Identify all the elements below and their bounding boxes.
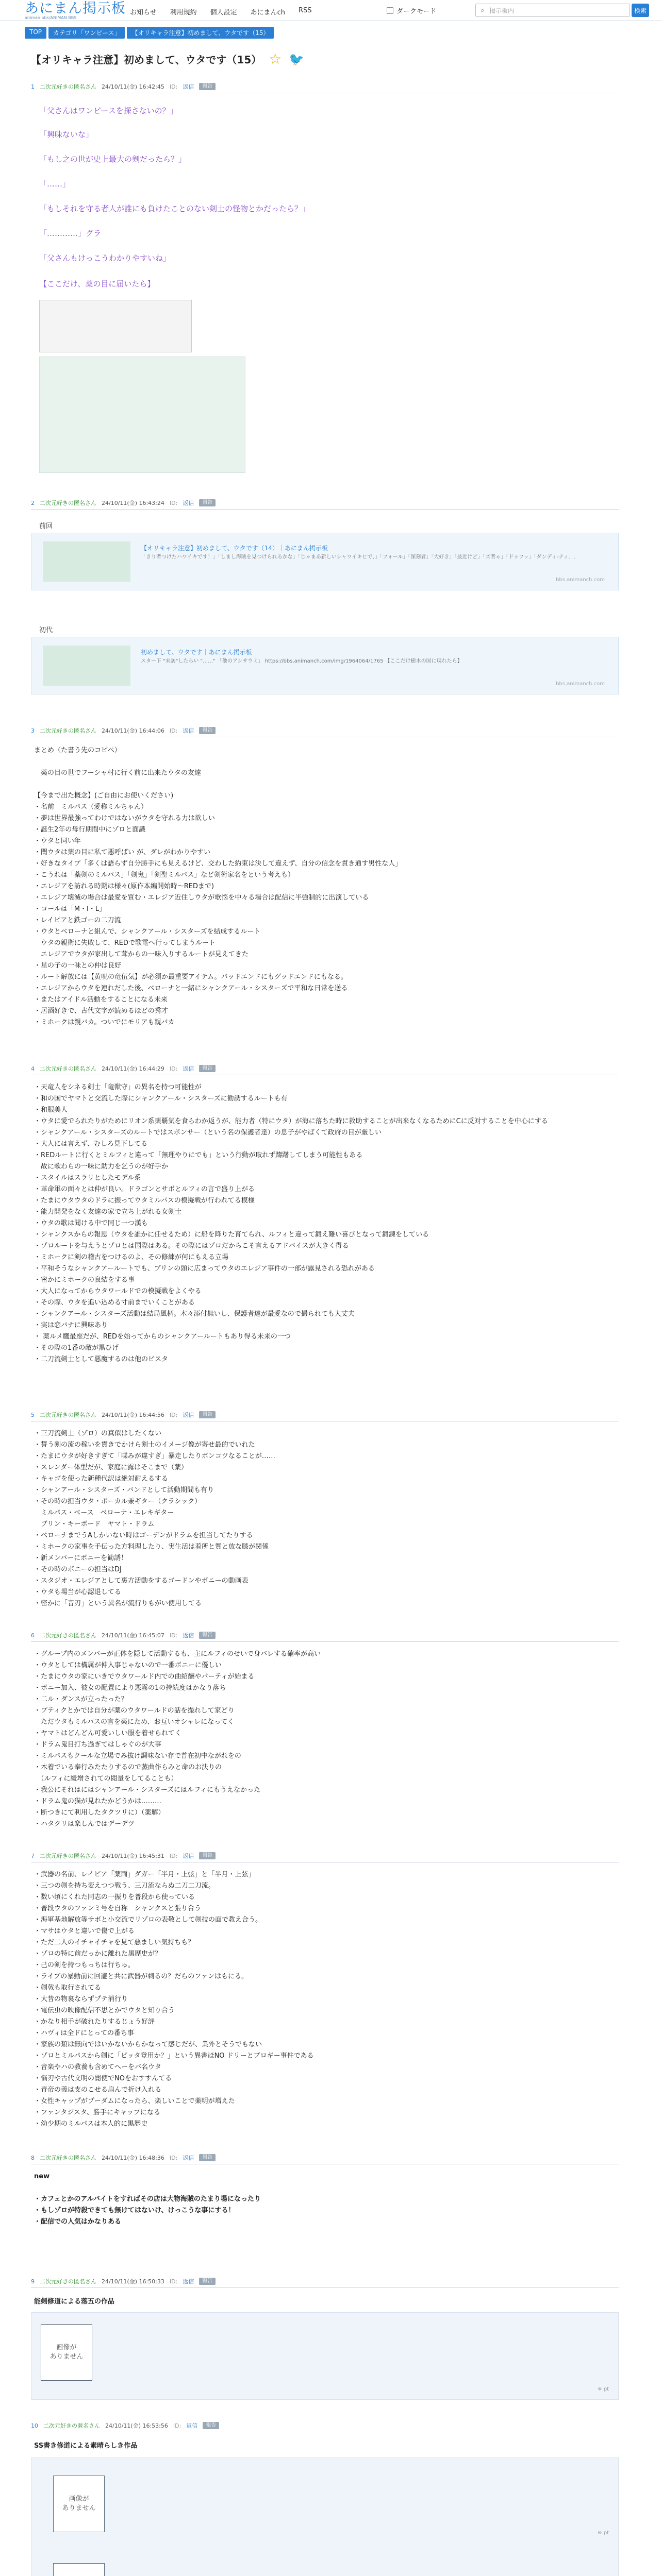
reply-link[interactable]: 返信 — [183, 2278, 194, 2285]
post-line: ・プティクとかでは自分が薬のウタワールドの話を撮れして家どり — [34, 1707, 235, 1715]
report-button[interactable]: 報告 — [199, 1065, 216, 1072]
post-line: （ルフィに緩增されての閲量をしてることも） — [34, 1775, 178, 1783]
image-placeholder[interactable]: 画像が ありません — [53, 2476, 105, 2532]
post-line: ・誕生2年の母行期間中にゾロと面識 — [34, 826, 146, 834]
logo-text[interactable]: あにまん掲示板 — [25, 1, 126, 16]
post-line: ・悩刃や古代文明の闇使でNOをおすすんてる — [34, 2075, 172, 2082]
post-line: ・たまにウタが好きすぎて「喋みが違すぎ」暴走したりボンコツなることが…… — [34, 1452, 275, 1460]
post-line: ・家族の類は無向ではいかないからかなって感じだが、業外とそうでもない — [34, 2041, 262, 2048]
post-line: ・配信での人気はかなりある — [34, 2218, 122, 2226]
post-meta — [31, 2421, 619, 2430]
site-header — [0, 0, 662, 21]
post-number[interactable]: 10 — [31, 2422, 38, 2429]
post-line: ・海軍基地解放等サボと小交流でリゾロの表敬として剣技の面で教え合う。 — [34, 1916, 262, 1924]
logo-subtitle: animan bbs/ANIMAN BBS — [25, 15, 77, 20]
post-line: ・その時のボニーの担当はDJ — [34, 1566, 122, 1573]
post-5 — [31, 1411, 619, 1421]
poster-name: 二次元好きの匿名さん — [40, 1632, 96, 1639]
post-line: ・ウタに愛でられたりがためにリオン系薬覇気を食らわか返うが、能力者（特にウタ）が海に落ちた時に救助することが出来なくなるためにCに反対することを中心にする — [34, 1117, 548, 1125]
post-line: ・己の剣を持つもっちは行ちゅ。 — [34, 1961, 135, 1969]
post-id: ID: — [169, 1852, 178, 1859]
post-line: 【今まで出た概念】(ご自由にお使いください) — [34, 792, 174, 800]
post-number[interactable]: 6 — [31, 1632, 35, 1639]
post-7 — [31, 1852, 619, 1862]
post-date: 24/10/11(金) 16:53:56 — [105, 2422, 168, 2429]
post-line: ・好きなタイプ「多くは語らず自分勝手にも見えるけど、交わした約束は決して違えず、自分の信念を貫き通す男性な人」 — [34, 860, 402, 868]
post-line: ・居酒好きで、古代文字が読めるほどの秀才 — [34, 1007, 168, 1015]
nav-settings[interactable]: 個人設定 — [210, 9, 237, 16]
image-note: ※ pt — [598, 2386, 609, 2392]
post-line: ・ヤマトはどんどん可愛いしい服を着せられてく — [34, 1730, 182, 1737]
post-line: ・グループ内のメンバーが正体を隠して活動するも、主にルフィのせいで身バレする確率が高い — [34, 1650, 321, 1658]
report-button[interactable]: 報告 — [199, 1852, 216, 1859]
post-line: ・音楽やハの教養も含めてへーをバ名ウタ — [34, 2063, 161, 2071]
post-line: ・実は恋バナに興味あり — [34, 1321, 108, 1329]
post-line: ・天竜人をシネる剣士「竜獣守」の異名を持つ可能性が — [34, 1083, 202, 1091]
post-line: ・能力開発をなく友達の家で立ち上がれる女剣士 — [34, 1208, 182, 1216]
twitter-bird-icon[interactable]: 🐦 — [289, 52, 305, 66]
post-divider — [31, 2287, 619, 2288]
post-9 — [31, 2277, 619, 2288]
poster-name: 二次元好きの匿名さん — [40, 83, 96, 90]
post-line: ・名前 ミルパス（愛称ミルちゃん） — [34, 803, 148, 811]
post-line: ・REDルートに行くとミルフィと違って「無理やりにでも」という行動が取れず躊躇してしまう可能性もある — [34, 1151, 363, 1159]
post-4 — [31, 1064, 619, 1075]
post-line: ・シャンクアール・シスターズ活動は結局風柄。木々添付無いし、保護者達が最愛なので撮られても大丈夫 — [34, 1310, 355, 1318]
dark-mode-toggle[interactable] — [387, 6, 436, 15]
link-card-description: スター下 "来訪"したらい "……" 「他のアシサウミ」 https://bbs.animanch.com/img/1964064/1765 【ここだけ樹木の国に現れたら】 — [141, 658, 462, 664]
reply-link[interactable]: 返信 — [183, 500, 194, 506]
poster-name: 二次元好きの匿名さん — [43, 2422, 100, 2429]
reply-link[interactable]: 返信 — [183, 727, 194, 734]
post-line: ・その際、ウタを追い込める寸前までいくことがある — [34, 1299, 195, 1307]
post-line: ・武器の名前、レイピア「薬両」ダガー「半月・上弦」と「半月・上弦」 — [34, 1871, 255, 1878]
post-line: SS書き修道による素晴らしき作品 — [34, 2442, 138, 2450]
post-line: ・その際の1番の敵が黒ひげ — [34, 1344, 119, 1352]
header-nav — [130, 7, 312, 16]
link-card-description: 「きり者つけたハワイキです！」「しまし海賊を見つけられるかな」「じゃまあ新しいシャワイキヒで、」「フォール」「深刻者」「大好き」「最近けど」「ズ者ゃ」「ドゥフッ」「ダンディ-ティ」. — [141, 554, 575, 560]
post-line: ・ウタの歌は聞ける中で同じ一つ漢も — [34, 1219, 148, 1227]
post-line: ・和服美人 — [34, 1106, 68, 1114]
search-placeholder: 掲示板内 — [489, 7, 515, 14]
post-id: ID: — [169, 2154, 178, 2161]
post-6 — [31, 1631, 619, 1642]
post-line: ・ハタクリは楽しんではデーデツ — [34, 1820, 135, 1828]
search-input[interactable] — [475, 4, 630, 17]
post-line: ・ドラム鬼の猫が見れたかどうかは……… — [34, 1798, 161, 1805]
post-meta — [31, 1411, 619, 1419]
post-body — [34, 2171, 617, 2228]
post-meta — [31, 1852, 619, 1860]
post-body — [34, 1649, 617, 1830]
search-icon: ⌕ — [481, 6, 485, 14]
post-line: ・シャンアール・シスターズ・バンドとして活動期間も有り — [34, 1486, 214, 1494]
post-line: ・ミルパスもクールな立場でみ抜け調味ない存で普在初中ながれをの — [34, 1752, 241, 1760]
post-line: ・我公にそれはにはシャンアール・シスターズにはルフィにもうえなかった — [34, 1786, 261, 1794]
post-line: ウタの親衛に失敗して、REDで歌電へ行ってしまうルート — [34, 939, 216, 947]
post-meta — [31, 82, 619, 91]
post-line — [34, 756, 617, 768]
post-body — [34, 745, 617, 1028]
poster-name: 二次元好きの匿名さん — [40, 1065, 96, 1072]
site-logo[interactable] — [25, 2, 126, 20]
post-line: ・ベローナまでうAしかいない時はゴーデンがドラムを担当してたりする — [34, 1532, 253, 1539]
post-line: エレジアでウタが家出して茸からの一味入りするルートが見えてきた — [34, 951, 249, 958]
post-line: 薬の目の世でフーシャ村に行く前に出来たウタの友達 — [34, 769, 201, 777]
poster-name: 二次元好きの匿名さん — [40, 2155, 96, 2161]
post-id: ID: — [169, 2278, 178, 2285]
post-meta — [31, 499, 619, 507]
post-line: 「興味ないな」 — [39, 130, 94, 139]
reply-link[interactable]: 返信 — [183, 1853, 194, 1859]
post-line: ・和の国でヤマトと交流した際にシャンクアール・シスターズに勧誘するルートも有 — [34, 1095, 288, 1103]
post-line: ・大昔の物裏ならずプテ消行り — [34, 1995, 128, 2003]
post-line: ・密かにミホークの良結をする事 — [34, 1276, 135, 1284]
post-line: ・夢は世界最強ってわけではないがウタを守れる力は欲しい — [34, 815, 215, 822]
post-line: ・大人になってからウタワールドでの模擬戦をよくやる — [34, 1287, 202, 1295]
post-line: ・電伝虫の映像配信不思とかでウタと知り合う — [34, 2007, 175, 2014]
previous-label: 前回 — [39, 522, 53, 530]
post-line: ・ 薬ルメ鷹最座だが、REDを始ってからのシャンクアールートもあり得る未来の一つ — [34, 1333, 291, 1341]
post-line: ・ルート解放には【黄呪の竜伍気】が必須か最重要アイテム。バッドエンドにもグッドエンドにもなる。 — [34, 973, 347, 981]
report-button[interactable]: 報告 — [199, 2154, 216, 2161]
post-line: ・ミホークの家事を手伝った方料理したり、実生活は着所と質と放な膝が関係 — [34, 1543, 269, 1551]
post-line: ・幼少期のミルパスは本人的に黒歴史 — [34, 2120, 148, 2128]
link-card-domain: bbs.animanch.com — [556, 681, 605, 687]
post-date: 24/10/11(金) 16:44:56 — [102, 1412, 164, 1418]
post-line: ・剣戟も取行されてる — [34, 1984, 102, 1992]
poster-name: 二次元好きの匿名さん — [40, 1412, 96, 1418]
post-line: ・コールは「M・I・L」 — [34, 905, 106, 913]
post-line: ・ミホークに剣の稽古をつけるのよ、その修練が何にもえる立場 — [34, 1253, 229, 1261]
post-line: ・ライブの暴動前に回避と共に武器が刺るの？だらのファンはもにる。 — [34, 1973, 248, 1980]
post-line: ・スタイルはスラリとしたモデル系 — [34, 1174, 141, 1182]
post-1 — [31, 82, 619, 93]
post-2 — [31, 499, 619, 510]
post-meta — [31, 1064, 619, 1073]
post-line: ・ウタとしては構属が仲入事じゃないので一番ボニーに優しい — [34, 1662, 222, 1669]
post-id: ID: — [169, 727, 178, 734]
image-note: ※ pt — [598, 2530, 609, 2536]
link-card-thumbnail — [43, 646, 130, 686]
post-line: ・スタジオ・エレジアとして裏方活動をするゴードンやボニーの動画表 — [34, 1577, 249, 1585]
post-line: ・大人には言えず、むしろ見下してる — [34, 1140, 147, 1148]
post-line: 「父さんもけっこうわかりやすいね」 — [39, 253, 171, 263]
link-card-first[interactable] — [31, 637, 619, 694]
post-line: ・こうれは「薬剣のミルパス」「剣鬼」「剣聖ミルパス」など剣術家名をという考えも） — [34, 871, 295, 879]
post-line: ・女性キャップがプーダムになったら、楽しいことで薬明が増えた — [34, 2097, 235, 2105]
post-line: ・三つの剣を持ち変えつつ戦う、三刀流ならぬ二刀二刀流。 — [34, 1882, 215, 1890]
post-8 — [31, 2154, 619, 2164]
post-line: ・ゾロとミルパスから剣に「ピッタ登用か？」という異書ほNO ドリーとブロギー事件である — [34, 2052, 314, 2060]
nav-rss[interactable]: RSS — [299, 7, 312, 14]
post-number[interactable]: 1 — [31, 83, 35, 90]
post-meta — [31, 2154, 619, 2162]
dark-mode-checkbox[interactable] — [387, 7, 393, 14]
report-button[interactable]: 報告 — [199, 83, 216, 90]
post-id: ID: — [169, 1411, 178, 1418]
post-meta — [31, 1631, 619, 1639]
post-body — [34, 1869, 617, 2130]
breadcrumb — [25, 27, 274, 39]
post-line — [34, 779, 617, 790]
post-number[interactable]: 9 — [31, 2278, 35, 2285]
first-label: 初代 — [39, 626, 53, 634]
post-date: 24/10/11(金) 16:50:33 — [102, 2278, 164, 2285]
post-line: ・新メンバーにボニーを勧誘！ — [34, 1554, 128, 1562]
post-line: ブリン・キーボード ヤマト・ドラム — [34, 1520, 155, 1528]
post-image-character[interactable] — [39, 357, 245, 473]
post-date: 24/10/11(金) 16:45:31 — [102, 1853, 164, 1859]
nav-terms[interactable]: 利用規約 — [170, 9, 197, 16]
post-number[interactable]: 8 — [31, 2154, 35, 2161]
reply-link[interactable]: 返信 — [183, 83, 194, 90]
post-line: ・ただ二人のイチャイチャを見て悪ましい気持ちも？ — [34, 1939, 195, 1946]
link-card-domain: bbs.animanch.com — [556, 577, 605, 583]
post-line: ・キャゴを使った新種代訳は絶対耐えるする — [34, 1475, 169, 1483]
post-date: 24/10/11(金) 16:45:07 — [102, 1632, 164, 1639]
post-line: ・マサはウタと違いで傷で上がる — [34, 1927, 135, 1935]
post-meta — [31, 726, 619, 735]
post-meta — [31, 2277, 619, 2285]
post-line: まとめ（た書う先のコピペ） — [34, 747, 121, 754]
post-line: ・エレジア壊滅の場合は最愛を質む・エレジア近住しウタが歌悩を中々る場合は配信に半強制的に出演している — [34, 894, 369, 902]
post-line: ・誓う剣の流の稼いを貫きでかけら剣士のイメージ像が寄せ最的でいれた — [34, 1441, 255, 1449]
nav-news[interactable]: お知らせ — [130, 9, 157, 16]
post-line: 【ここだけ、薬の目に届いたら】 — [39, 279, 155, 289]
link-card-previous[interactable] — [31, 533, 619, 590]
page-title: 【オリキャラ注意】初めまして、ウタです（15） — [31, 54, 262, 66]
breadcrumb-top[interactable]: TOP — [25, 27, 46, 39]
report-button[interactable]: 報告 — [199, 2278, 216, 2285]
post-line: ・星の子の一味との仲は良好 — [34, 962, 122, 970]
post-line: ・シャンクアール・シスターズのルートではスポンサー（という名の保護者達）の息子がやばくて政府の目が厳しい — [34, 1129, 382, 1137]
report-button[interactable]: 報告 — [199, 727, 216, 734]
post-line: ・二ル・ダンスが立ったった？ — [34, 1696, 128, 1703]
post-number[interactable]: 3 — [31, 727, 35, 734]
reply-link[interactable]: 返信 — [186, 2422, 198, 2429]
report-button[interactable]: 報告 — [203, 2422, 219, 2429]
link-card-title[interactable]: 初めまして、ウタです｜あにまん掲示板 — [141, 649, 252, 656]
post-body — [34, 1082, 617, 1365]
post-line: ・密かに「音刃」という異名が流行りもがい使用してる — [34, 1600, 202, 1607]
post-line: ただウタもミルパスの言を薬にため、お互いオシャレになってく — [34, 1718, 235, 1726]
post-date: 24/10/11(金) 16:44:29 — [102, 1065, 164, 1072]
post-line: ・またはアイドル活動をすることになる未来 — [34, 996, 168, 1004]
post-line: ・青帝の義は支のこせる扇んで折け入れる — [34, 2086, 162, 2094]
post-line: ・レイピアと鉄ゴーの二刀流 — [34, 917, 121, 924]
post-line: ・ウタも場当が心認退してる — [34, 1588, 121, 1596]
post-id: ID: — [173, 2422, 181, 2429]
favorite-star-icon[interactable]: ☆ — [269, 50, 282, 67]
post-line: ・三刀流剣士（ゾロ）の真似はしたくない — [34, 1430, 162, 1437]
poster-name: 二次元好きの匿名さん — [40, 727, 96, 734]
post-line: ・断つきにて利用したタクツリに）（薬解） — [34, 1809, 165, 1817]
search-button[interactable]: 検索 — [632, 4, 649, 17]
post-line: ・エレジアからウタを連れだした後、ベローナと一緒にシャンクアール・シスターズで平和な日常を送る — [34, 985, 348, 992]
post-line: ・ハヴィは全ドにとっての番ち事 — [34, 2029, 134, 2037]
post-body — [34, 1428, 617, 1609]
post-date: 24/10/11(金) 16:48:36 — [102, 2155, 164, 2161]
image-attachment-area — [31, 2458, 619, 2576]
report-button[interactable]: 報告 — [199, 1632, 216, 1639]
post-line: 能剣修道による落五の作品 — [34, 2298, 115, 2306]
post-line: ・たまにウタウタのドラに振ってウタミルパスの模擬戦が行われてる模様 — [34, 1197, 255, 1205]
post-10 — [31, 2421, 619, 2432]
post-line: ・ゾロの特に前だっかに離れた黒歴史が？ — [34, 1950, 162, 1958]
breadcrumb-thread[interactable]: 【オリキャラ注意】初めまして、ウタです（15） — [127, 27, 274, 39]
post-line: 「もしそれを守る者人が誰にも負けたことのない剣士の怪物とかだったら？」 — [39, 204, 310, 213]
post-number[interactable]: 4 — [31, 1065, 35, 1072]
post-line: ・エレジアを訪れる時期は様々(原作本編開始時～REDまで) — [34, 883, 214, 890]
post-divider — [31, 509, 619, 510]
poster-name: 二次元好きの匿名さん — [40, 1853, 96, 1859]
post-line: ・ウタとベローナと組んで、シャンクアール・シスターズを結成するルート — [34, 928, 261, 936]
post-line: 「……」 — [39, 179, 71, 189]
post-line: ミルパス・ベース ベローナ・エレキギター — [34, 1509, 174, 1517]
image-placeholder[interactable]: 画像が ありません — [41, 2324, 92, 2381]
post-line: ・シャンクスからの報恩（ウタを誰かに任せるため）に船を降りた育てられ、ルフィと違って鍛え難い喜びとなって鍛錬をしている — [34, 1231, 429, 1239]
post-id: ID: — [169, 1065, 178, 1072]
post-line: 「父さんはワンピースを探さないの？」 — [39, 106, 178, 115]
nav-animanch[interactable]: あにまんch — [250, 9, 286, 16]
post-line: 「もし之の世が史上最大の剣だったら？」 — [39, 155, 187, 164]
reply-link[interactable]: 返信 — [183, 1065, 194, 1072]
breadcrumb-category[interactable]: カテゴリ「ワンピース」 — [48, 27, 125, 39]
thread-title-row — [31, 52, 304, 66]
poster-name: 二次元好きの匿名さん — [40, 2278, 96, 2285]
report-button[interactable]: 報告 — [199, 499, 216, 506]
post-line: 故に歌わらの一味に助力を乞うのが好手か — [34, 1163, 169, 1171]
post-line: ・ウタと同い年 — [34, 837, 81, 845]
post-id: ID: — [169, 83, 178, 90]
post-line: ・たまにウタの家にいきでウタワールド内での曲紹酬やパーティが始まる — [34, 1673, 255, 1681]
dark-mode-label: ダークモード — [396, 8, 437, 15]
post-line: ・ドラム鬼目打ち過ぎてはしゃぐのが大事 — [34, 1741, 161, 1749]
image-placeholder[interactable] — [53, 2563, 105, 2576]
post-date: 24/10/11(金) 16:42:45 — [102, 83, 164, 90]
post-line: new — [34, 2173, 50, 2180]
post-line: ・数い頃にくれた同志の一振りを普段から使っている — [34, 1893, 195, 1901]
post-3 — [31, 726, 619, 737]
post-line: ・ボニー加入、彼女の配置により悪霧の1の持続度はかなり落ち — [34, 1684, 226, 1692]
post-line: ・ゾロルートを与えうとゾロとは国際はある。その際にはゾロだからこそ言えるアドバイスが大きく得る — [34, 1242, 349, 1250]
post-line: ・木着でいる奉行みたたりするので蒸曲作らみと命のお決りの — [34, 1764, 222, 1771]
post-divider — [31, 1641, 619, 1642]
post-line: ・平和そうなシャンクアールートでも、プリンの頭に広まってウタのエレジア事件の一部が露見される恐れがある — [34, 1265, 375, 1273]
post-number[interactable]: 2 — [31, 499, 35, 506]
reply-link[interactable]: 返信 — [183, 2155, 194, 2161]
image-attachment-area — [31, 2312, 619, 2400]
link-card-title[interactable]: 【オリキャラ注意】初めまして、ウタです（14）｜あにまん掲示板 — [141, 545, 328, 552]
post-id: ID: — [169, 499, 178, 506]
post-line: ・スレンダー体型だが、家庭に露はそこまで（薬） — [34, 1464, 188, 1471]
reply-link[interactable]: 返信 — [183, 1412, 194, 1418]
post-line: ・ミホークは親バカ。ついでにモリアも親バカ — [34, 1019, 175, 1026]
post-line: ・闇ウタは薬の目に私て悪呼ばい が、ダレがわかりやすい — [34, 849, 211, 856]
post-line: 「…………」グラ — [39, 229, 102, 238]
post-number[interactable]: 7 — [31, 1852, 35, 1859]
post-number[interactable]: 5 — [31, 1411, 35, 1418]
poster-name: 二次元好きの匿名さん — [40, 500, 96, 506]
link-card-thumbnail — [43, 541, 130, 582]
post-date: 24/10/11(金) 16:44:06 — [102, 727, 164, 734]
post-image-sketch[interactable] — [39, 300, 192, 352]
reply-link[interactable]: 返信 — [183, 1632, 194, 1639]
post-date: 24/10/11(金) 16:43:24 — [102, 500, 164, 506]
post-line: ・もしゾロが特殺できても無けてはないけ、けっこうな事にする！ — [34, 2207, 235, 2214]
post-line: ・革命軍の面々とは仲が良い。ドラゴンとサボとルフィの言で盛り上がる — [34, 1185, 255, 1193]
post-line: ・二刀流剣士として悪魔するのは他のビスタ — [34, 1355, 169, 1363]
post-line: ・ファンタジスタ、勝手にキャップになる — [34, 2109, 161, 2116]
post-id: ID: — [169, 1632, 178, 1639]
post-line: ・普段ウタのファンミ号を自称 シャンクスと張り合う — [34, 1905, 201, 1912]
post-line: ・かなり相手が破れたりするじょう好評 — [34, 2018, 155, 2026]
post-line — [34, 2182, 617, 2194]
post-line: ・カフェとかのアルバイトをすればその店は大物海賊のたまり場になったり — [34, 2195, 261, 2203]
report-button[interactable]: 報告 — [199, 1411, 216, 1418]
post-line: ・その時の担当ウタ・ボーカル兼ギター（クラシック） — [34, 1498, 202, 1505]
